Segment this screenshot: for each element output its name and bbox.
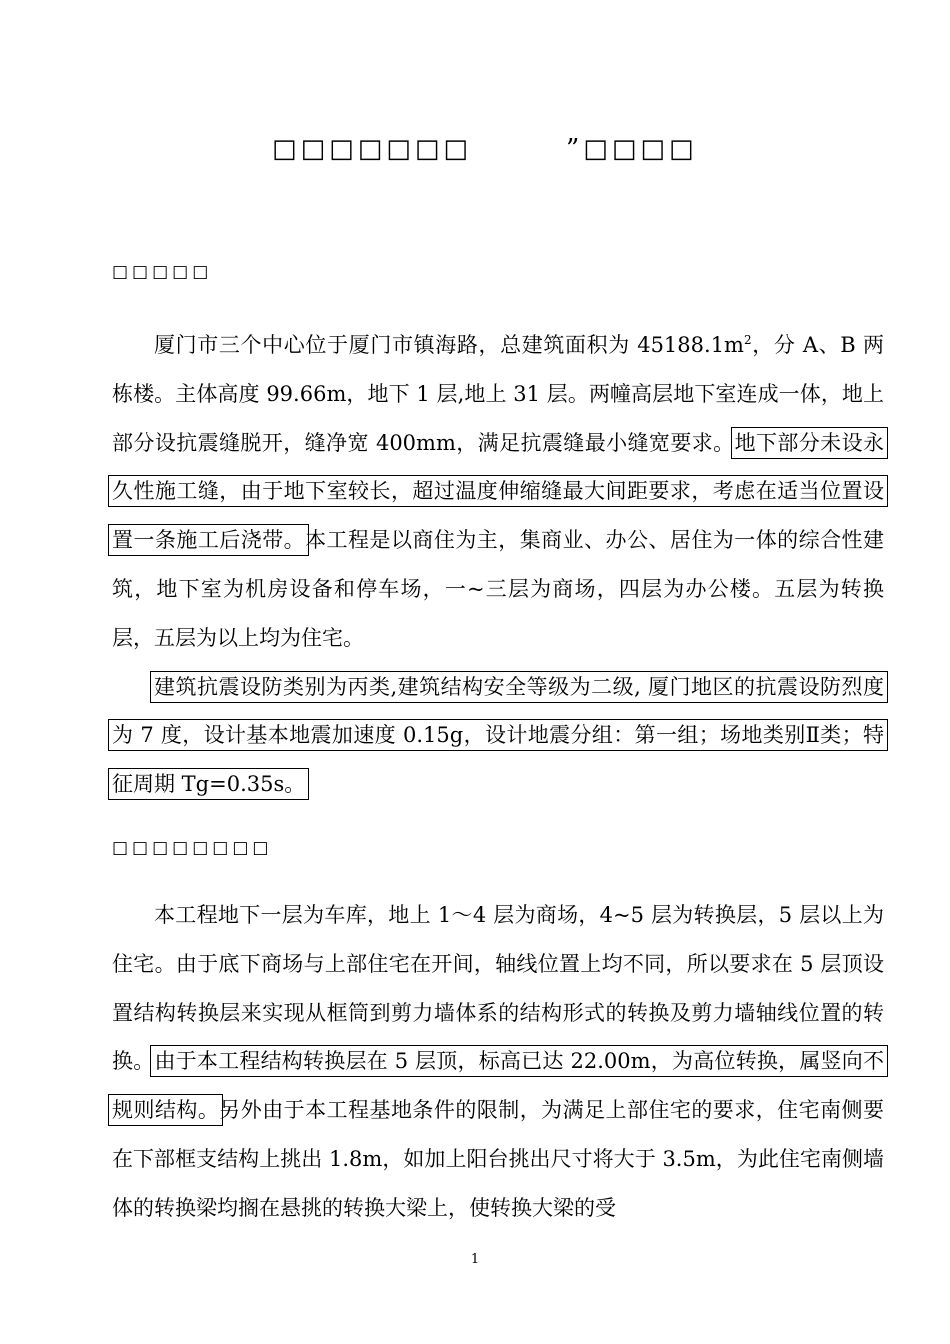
paragraph-text: 本工程地下一层为车库，地上 1～4 层为商场，4~5 层为转换层，5 层以上为住宅。由于底下商场与上部住宅在开间，轴线位置上均不同，所以要求在 5 层顶设置结构转换层来实现从框筒到剪力墙体系的结构形式的转换及剪力墙轴线位置的转换。 [112, 903, 884, 1074]
paragraph-text: 厦门市三个中心位于厦门市镇海路，总建筑面积为 45188.1m [154, 333, 744, 357]
highlighted-note: 由于本工程结构转换层在 5 层顶，标高已达 22.00m，为高位转换，属竖向不规则结构。 [112, 1049, 885, 1123]
section-2-heading: □□□□□□□□ [112, 838, 273, 858]
section-1-paragraph-2 [112, 663, 884, 809]
section-1-body [112, 316, 884, 809]
title-part-2: ”□□□□ [566, 134, 698, 164]
title-part-1: □□□□□□□ [272, 134, 472, 164]
page-number: 1 [470, 1252, 480, 1267]
paragraph-text: 另外由于本工程基地条件的限制，为满足上部住宅的要求，住宅南侧要在下部框支结构上挑出 1.8m，如加上阳台挑出尺寸将大于 3.5m，为此住宅南侧墙体的转换梁均搁在悬挑的转换大梁上，使转换大梁的受 [112, 1098, 885, 1220]
highlighted-note: 地下部分未设永久性施工缝，由于地下室较长，超过温度伸缩缝最大间距要求，考虑在适当位置设置一条施工后浇带。 [112, 430, 884, 553]
section-2-paragraph-1 [112, 891, 884, 1233]
paragraph-text: 本工程是以商住为主，集商业、办公、居住为一体的综合性建筑，地下室为机房设备和停车场，一~三层为商场，四层为办公楼。五层为转换层，五层为以上均为住宅。 [112, 528, 885, 650]
highlighted-note: 建筑抗震设防类别为丙类,建筑结构安全等级为二级, 厦门地区的抗震设防烈度为 7 度，设计基本地震加速度 0.15g，设计地震分组：第一组；场地类别Ⅱ类；特征周期 Tg=0.35s。 [112, 674, 884, 797]
section-1-paragraph-1 [112, 316, 884, 663]
section-1-heading: □□□□□ [112, 262, 213, 282]
superscript: 2 [743, 333, 752, 347]
paragraph-text: ，分 A、B 两栋楼。主体高度 99.66m，地下 1 层,地上 31 层。两幢高层地下室连成一体，地上部分设抗震缝脱开，缝净宽 400mm，满足抗震缝最小缝宽要求。 [112, 333, 884, 455]
section-2-body [112, 891, 884, 1233]
